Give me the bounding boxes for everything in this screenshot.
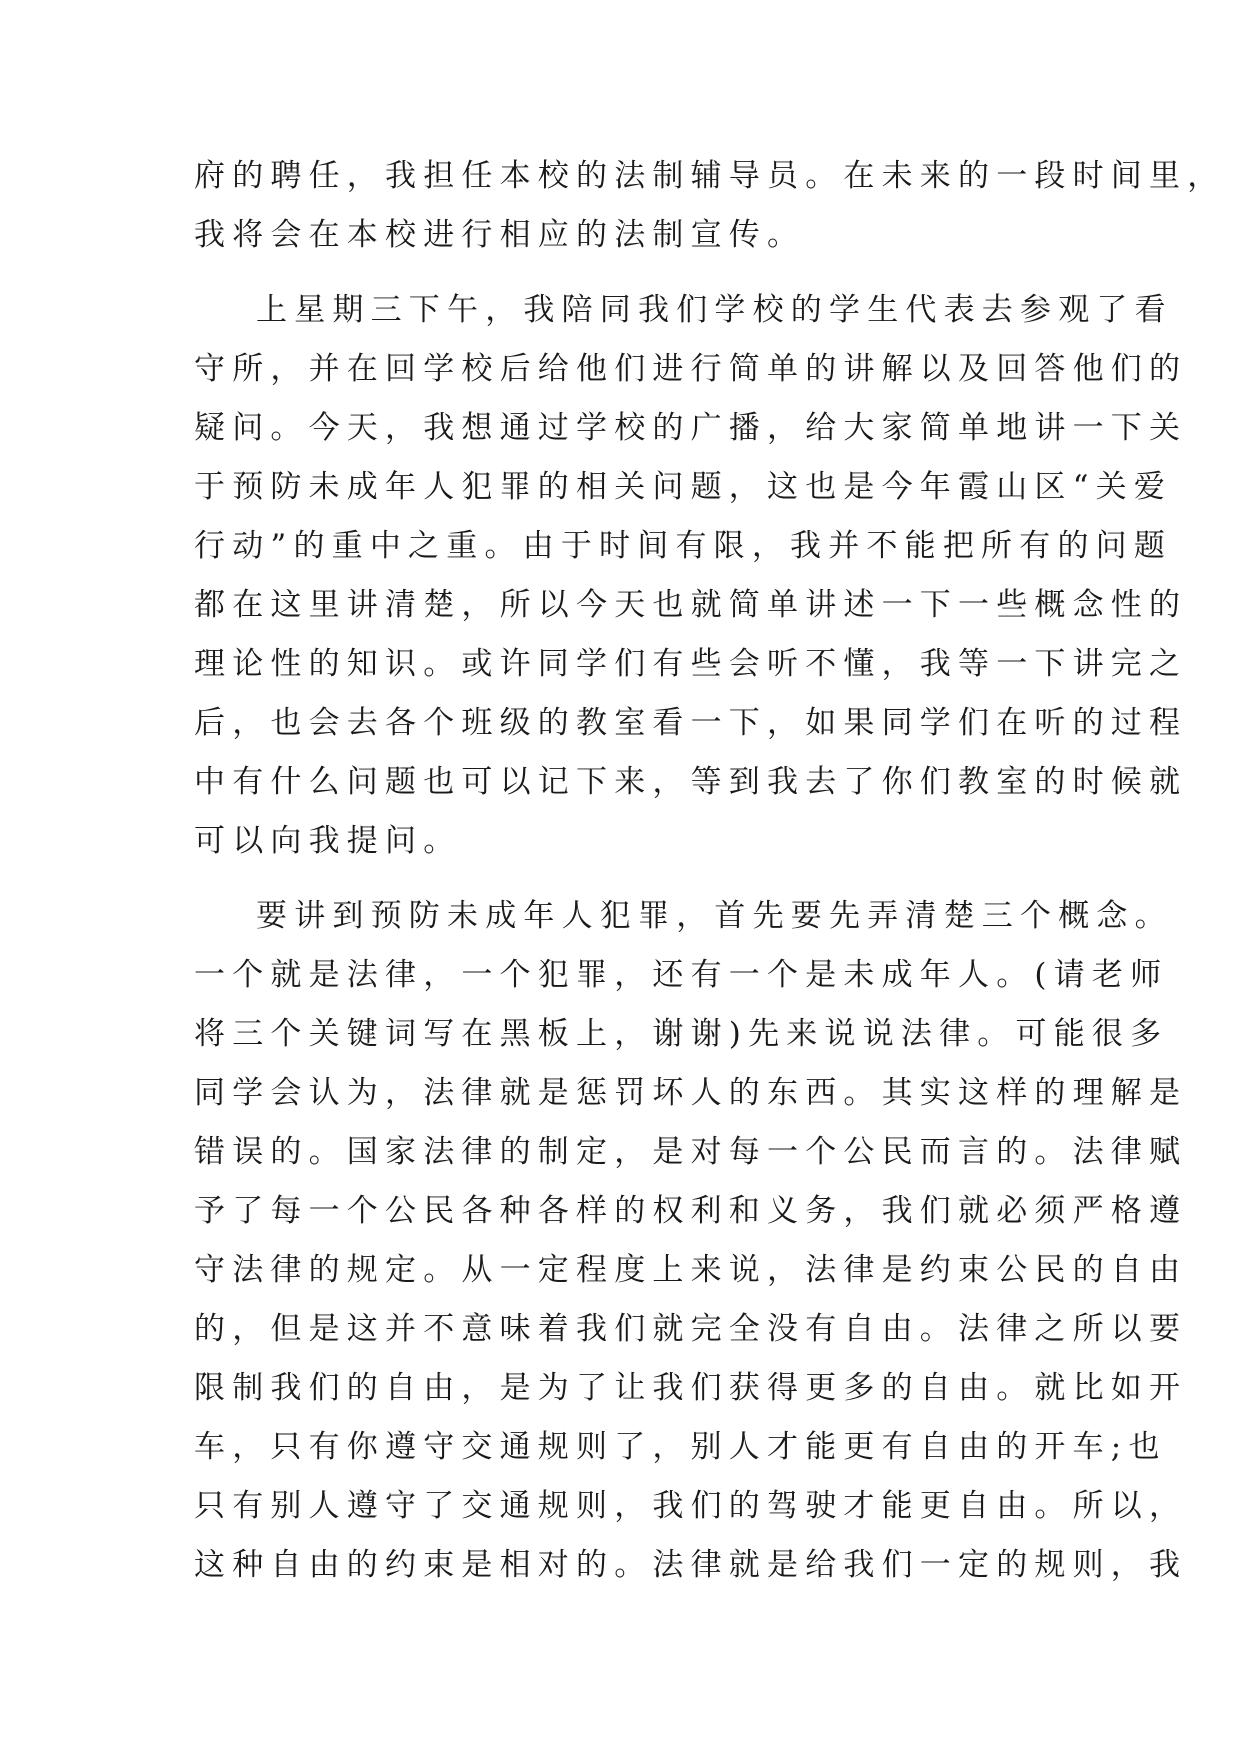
paragraph-first-line: 要讲到预防未成年人犯罪，首先要先弄清楚三个概念。 — [256, 898, 1173, 934]
text-line: 同学会认为，法律就是惩罚坏人的东西。其实这样的理解是 — [194, 1075, 1188, 1111]
text-line: 后，也会去各个班级的教室看一下，如果同学们在听的过程 — [194, 705, 1188, 741]
text-line: 行动”的重中之重。由于时间有限，我并不能把所有的问题 — [194, 528, 1173, 564]
text-line: 这种自由的约束是相对的。法律就是给我们一定的规则，我 — [194, 1547, 1188, 1583]
text-line: 中有什么问题也可以记下来，等到我去了你们教室的时候就 — [194, 764, 1188, 800]
text-line: 守法律的规定。从一定程度上来说，法律是约束公民的自由 — [194, 1252, 1188, 1288]
text-line: 都在这里讲清楚，所以今天也就简单讲述一下一些概念性的 — [194, 587, 1188, 623]
text-line: 一个就是法律，一个犯罪，还有一个是未成年人。(请老师 — [194, 957, 1169, 993]
text-line: 疑问。今天，我想通过学校的广播，给大家简单地讲一下关 — [194, 410, 1188, 446]
text-line: 错误的。国家法律的制定，是对每一个公民而言的。法律赋 — [194, 1134, 1188, 1170]
text-line: 理论性的知识。或许同学们有些会听不懂，我等一下讲完之 — [194, 646, 1188, 682]
text-line: 予了每一个公民各种各样的权利和义务，我们就必须严格遵 — [194, 1193, 1188, 1229]
paragraph-first-line: 上星期三下午，我陪同我们学校的学生代表去参观了看 — [256, 292, 1173, 328]
text-line: 只有别人遵守了交通规则，我们的驾驶才能更自由。所以， — [194, 1488, 1188, 1524]
text-line: 府的聘任，我担任本校的法制辅导员。在未来的一段时间里， — [194, 158, 1226, 194]
text-line: 我将会在本校进行相应的法制宣传。 — [194, 217, 806, 253]
text-line: 可以向我提问。 — [194, 823, 462, 859]
text-line: 将三个关键词写在黑板上，谢谢)先来说说法律。可能很多 — [194, 1016, 1169, 1052]
text-line: 的，但是这并不意味着我们就完全没有自由。法律之所以要 — [194, 1311, 1188, 1347]
text-line: 车，只有你遵守交通规则了，别人才能更有自由的开车;也 — [194, 1429, 1167, 1465]
text-line: 于预防未成年人犯罪的相关问题，这也是今年霞山区“关爱 — [194, 469, 1173, 505]
text-line: 守所，并在回学校后给他们进行简单的讲解以及回答他们的 — [194, 351, 1188, 387]
text-line: 限制我们的自由，是为了让我们获得更多的自由。就比如开 — [194, 1370, 1188, 1406]
